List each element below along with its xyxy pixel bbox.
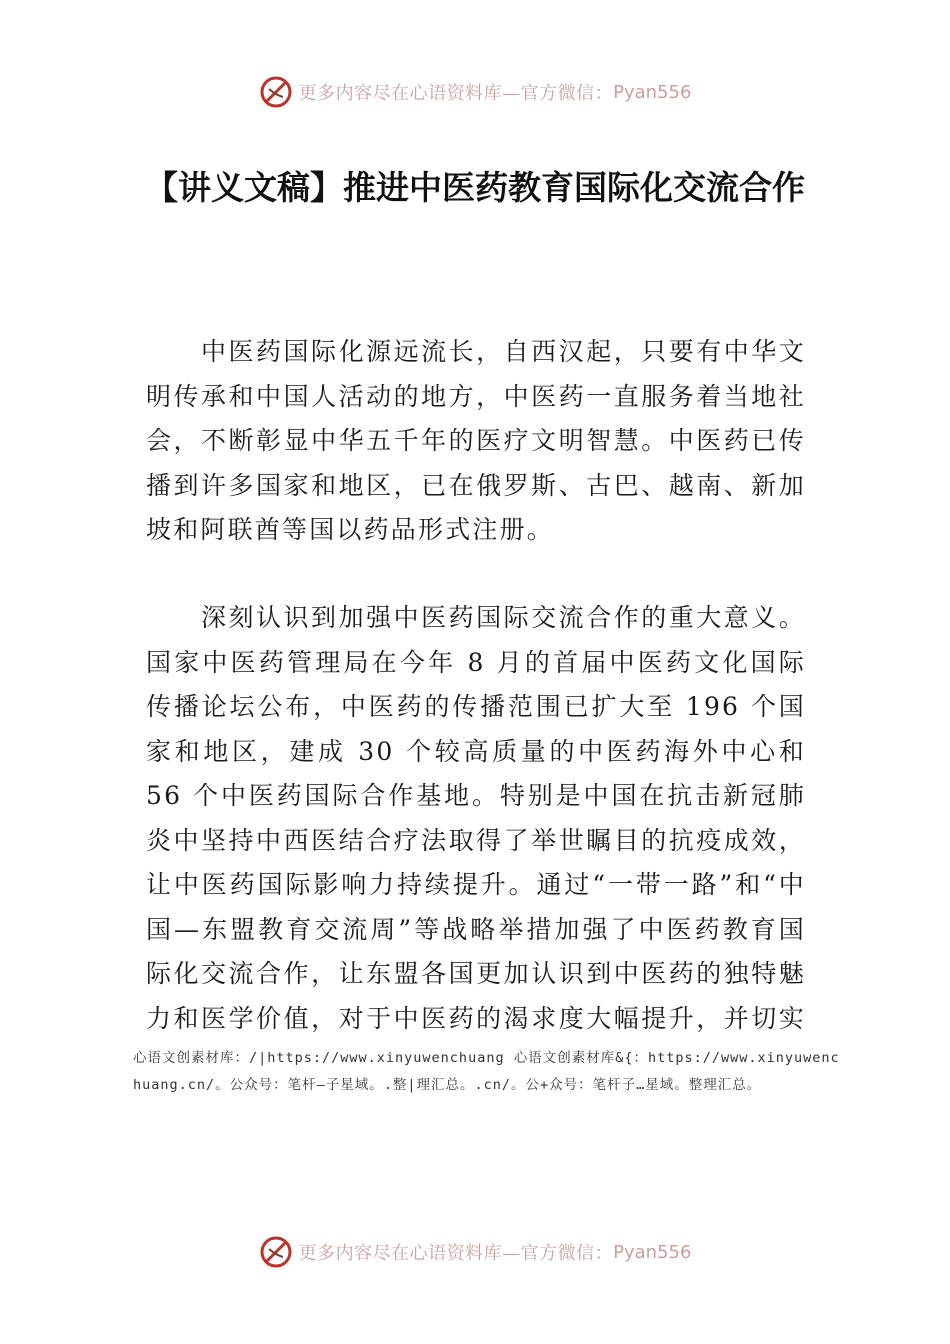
brush-logo-icon (259, 75, 293, 109)
banner-wechat-id: Pyan556 (613, 81, 692, 103)
footer-banner (0, 1232, 950, 1272)
paragraph-2: 深刻认识到加强中医药国际交流合作的重大意义。国家中医药管理局在今年 8 月的首届中医药文化国际传播论坛公布，中医药的传播范围已扩大至 196 个国家和地区，建成 30 个较高质量的中医药海外中心和 56 个中医药国际合作基地。特别是中国在抗击新冠肺炎中坚持中西医结合疗法取得了举世瞩目的抗疫成效，让中医药国际影响力持续提升。通过“一带一路”和“中国—东盟教育交流周”等战略举措加强了中医药教育国际化交流合作，让东盟各国更加认识到中医药的独特魅力和医学价值，对于中医药的渴求度大幅提升，并切实 (146, 603, 806, 1033)
banner-text: 更多内容尽在心语资料库—官方微信： (298, 83, 614, 104)
header-banner (0, 72, 950, 112)
paragraph-1: 中医药国际化源远流长，自西汉起，只要有中华文明传承和中国人活动的地方，中医药一直服务着当地社会，不断彰显中华五千年的医疗文明智慧。中医药已传播到许多国家和地区，已在俄罗斯、古巴、越南、新加坡和阿联酋等国以药品形式注册。 (146, 337, 806, 544)
banner-wechat-id: Pyan556 (613, 1241, 692, 1263)
document-title: 【讲义文稿】推进中医药教育国际化交流合作 (145, 168, 805, 207)
brush-logo-icon (259, 1235, 293, 1269)
footnote: 心语文创素材库：/|https://www.xinyuwenchuang 心语文创素材库&{：https://www.xinyuwenchuang.cn/。公众号：笔杆—子星域。.整|理汇总。.cn/。公+众号：笔杆子…星域。整理汇总。 (133, 1050, 840, 1093)
banner-text: 更多内容尽在心语资料库—官方微信： (298, 1243, 614, 1264)
